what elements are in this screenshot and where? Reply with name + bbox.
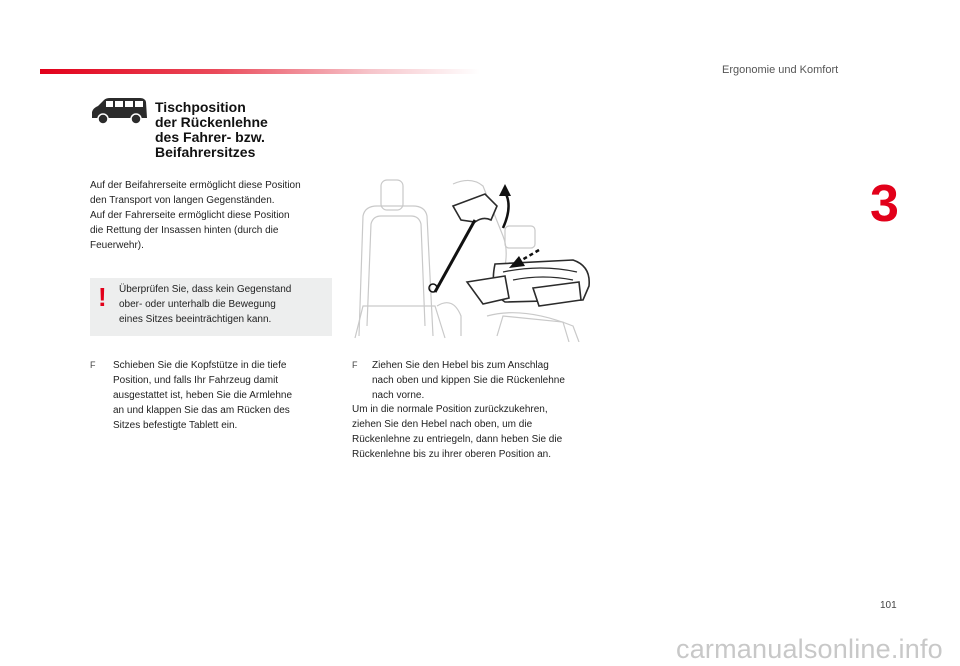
header-accent-bar bbox=[40, 69, 480, 74]
heading-line: Tischposition bbox=[155, 99, 246, 115]
step-bullet: F bbox=[352, 360, 358, 370]
step-line: Schieben Sie die Kopfstütze in die tiefe bbox=[113, 360, 287, 371]
step-line: Ziehen Sie den Hebel bis zum Anschlag bbox=[372, 360, 549, 371]
section-title: Ergonomie und Komfort bbox=[722, 64, 839, 76]
step-line: Sitzes befestigte Tablett ein. bbox=[113, 420, 238, 431]
heading-line: des Fahrer- bzw. bbox=[155, 129, 265, 145]
intro-line: den Transport von langen Gegenständen. bbox=[90, 195, 275, 206]
intro-line: die Rettung der Insassen hinten (durch die bbox=[90, 225, 279, 236]
step-bullet: F bbox=[90, 360, 96, 370]
step-line: Position, und falls Ihr Fahrzeug damit bbox=[113, 375, 279, 386]
chapter-number: 3 bbox=[870, 175, 898, 233]
return-line: Rückenlehne bis zu ihrer oberen Position an. bbox=[352, 449, 552, 460]
heading-line: der Rückenlehne bbox=[155, 114, 268, 130]
seat-illustration bbox=[353, 176, 597, 342]
warning-line: eines Sitzes beeinträchtigen kann. bbox=[119, 314, 272, 325]
warning-line: ober- oder unterhalb die Bewegung bbox=[119, 299, 276, 310]
watermark: carmanualsonline.info bbox=[676, 634, 943, 664]
page-number: 101 bbox=[880, 600, 897, 611]
step-pull-lever bbox=[352, 358, 612, 403]
page-heading bbox=[155, 100, 335, 160]
step-fold-tray bbox=[90, 358, 340, 433]
warning-text bbox=[119, 282, 329, 327]
return-line: Rückenlehne zu entriegeln, dann heben Sie die bbox=[352, 434, 563, 445]
intro-line: Feuerwehr). bbox=[90, 240, 144, 251]
return-line: ziehen Sie den Hebel nach oben, um die bbox=[352, 419, 533, 430]
intro-line: Auf der Beifahrerseite ermöglicht diese Position bbox=[90, 180, 301, 191]
return-paragraph bbox=[352, 402, 612, 462]
step-line: nach vorne. bbox=[372, 390, 425, 401]
intro-line: Auf der Fahrerseite ermöglicht diese Position bbox=[90, 210, 290, 221]
step-line: nach oben und kippen Sie die Rückenlehne bbox=[372, 375, 565, 386]
intro-paragraph bbox=[90, 178, 340, 253]
van-icon bbox=[90, 96, 148, 126]
warning-box bbox=[90, 278, 332, 336]
step-line: an und klappen Sie das am Rücken des bbox=[113, 405, 290, 416]
warning-line: Überprüfen Sie, dass kein Gegenstand bbox=[119, 284, 292, 295]
return-line: Um in die normale Position zurückzukehren, bbox=[352, 404, 548, 415]
heading-line: Beifahrersitzes bbox=[155, 144, 256, 160]
exclamation-icon: ! bbox=[98, 282, 107, 312]
step-line: ausgestattet ist, heben Sie die Armlehne bbox=[113, 390, 293, 401]
